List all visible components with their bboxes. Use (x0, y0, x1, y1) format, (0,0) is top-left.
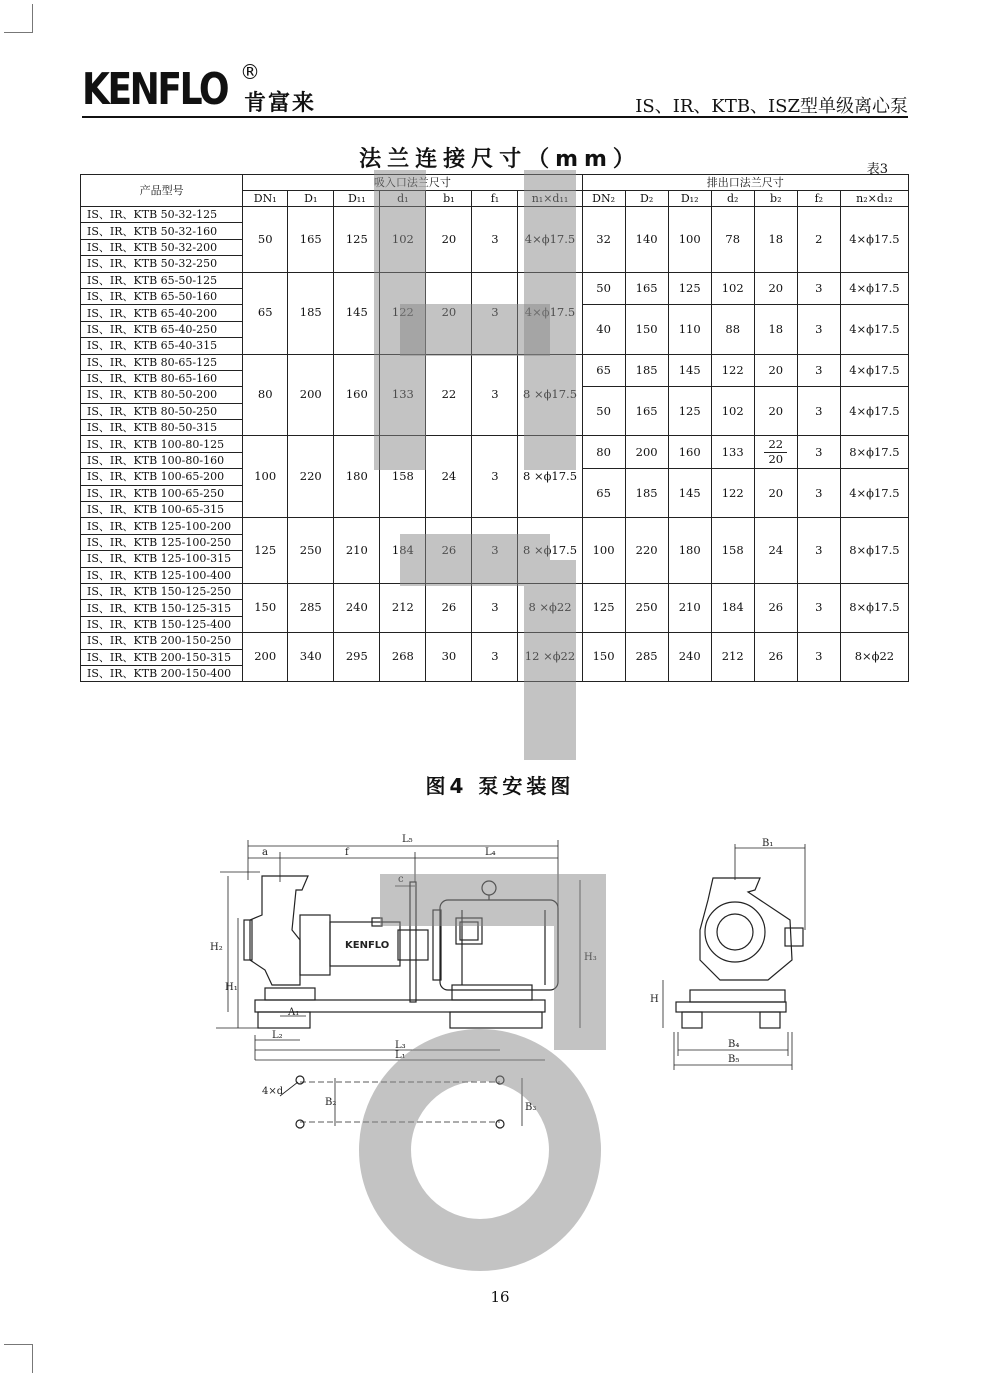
suction-cell: 3 (472, 518, 518, 584)
suction-cell: 285 (288, 583, 334, 632)
suction-cell: 22 (426, 354, 472, 436)
discharge-cell: 3 (797, 583, 840, 632)
model-cell: IS、IR、KTB 50-32-160 (81, 223, 243, 239)
label-B4: B₄ (728, 1039, 740, 1050)
model-cell: IS、IR、KTB 50-32-125 (81, 207, 243, 223)
suction-cell: 158 (380, 436, 426, 518)
suction-cell: 26 (426, 583, 472, 632)
flange-dimension-table (80, 174, 909, 682)
discharge-cell: $\frac{22}{20}$ (754, 436, 797, 469)
model-cell: IS、IR、KTB 80-50-315 (81, 420, 243, 436)
table-row (81, 436, 909, 452)
dimension-labels (210, 834, 597, 1061)
discharge-cell: 26 (754, 633, 797, 682)
suction-cell: 200 (288, 354, 334, 436)
discharge-cell: 40 (582, 305, 625, 354)
discharge-cell: 80 (582, 436, 625, 469)
discharge-cell: 20 (754, 469, 797, 518)
discharge-cell: 145 (668, 354, 711, 387)
discharge-cell: 250 (625, 583, 668, 632)
discharge-cell: 100 (668, 207, 711, 273)
suction-cell: 20 (426, 207, 472, 273)
suction-cell: 24 (426, 436, 472, 518)
suction-cell: 50 (243, 207, 288, 273)
header-col: d₂ (711, 191, 754, 207)
suction-cell: 8 ×ϕ17.5 (518, 354, 582, 436)
discharge-cell: 8×ϕ22 (840, 633, 908, 682)
label-H2: H₂ (210, 942, 223, 953)
discharge-cell: 3 (797, 272, 840, 305)
discharge-cell: 3 (797, 387, 840, 436)
header-col: f₂ (797, 191, 840, 207)
suction-cell: 8 ×ϕ22 (518, 583, 582, 632)
discharge-cell: 4×ϕ17.5 (840, 469, 908, 518)
discharge-cell: 185 (625, 354, 668, 387)
discharge-cell: 140 (625, 207, 668, 273)
pump-installation-drawing (0, 820, 1000, 1220)
model-cell: IS、IR、KTB 80-65-125 (81, 354, 243, 370)
kenflo-logo (82, 60, 317, 116)
discharge-cell: 4×ϕ17.5 (840, 272, 908, 305)
suction-cell: 125 (334, 207, 380, 273)
discharge-cell: 3 (797, 354, 840, 387)
discharge-cell: 145 (668, 469, 711, 518)
suction-cell: 240 (334, 583, 380, 632)
model-cell: IS、IR、KTB 200-150-250 (81, 633, 243, 649)
discharge-cell: 26 (754, 583, 797, 632)
page-number: 16 (490, 1288, 510, 1306)
table-row (81, 633, 909, 649)
suction-cell: 65 (243, 272, 288, 354)
suction-cell: 212 (380, 583, 426, 632)
discharge-cell: 20 (754, 272, 797, 305)
plan-view-labels (262, 1086, 536, 1113)
model-cell: IS、IR、KTB 65-40-315 (81, 338, 243, 354)
suction-cell: 30 (426, 633, 472, 682)
discharge-cell: 8×ϕ17.5 (840, 436, 908, 469)
discharge-cell: 88 (711, 305, 754, 354)
suction-cell: 220 (288, 436, 334, 518)
discharge-cell: 165 (625, 272, 668, 305)
suction-cell: 295 (334, 633, 380, 682)
discharge-cell: 125 (582, 583, 625, 632)
model-cell: IS、IR、KTB 125-100-250 (81, 534, 243, 550)
model-cell: IS、IR、KTB 65-40-200 (81, 305, 243, 321)
discharge-cell: 2 (797, 207, 840, 273)
discharge-cell: 210 (668, 583, 711, 632)
suction-cell: 4×ϕ17.5 (518, 272, 582, 354)
suction-cell: 184 (380, 518, 426, 584)
model-cell: IS、IR、KTB 200-150-400 (81, 665, 243, 681)
label-f: f (345, 847, 349, 858)
header-col: b₂ (754, 191, 797, 207)
suction-cell: 160 (334, 354, 380, 436)
discharge-cell: 4×ϕ17.5 (840, 305, 908, 354)
model-cell: IS、IR、KTB 50-32-200 (81, 239, 243, 255)
suction-cell: 102 (380, 207, 426, 273)
header-col: D₁ (288, 191, 334, 207)
discharge-cell: 4×ϕ17.5 (840, 354, 908, 387)
label-c: c (398, 874, 404, 885)
model-cell: IS、IR、KTB 65-50-125 (81, 272, 243, 288)
registered-mark: ® (240, 60, 260, 84)
discharge-cell: 180 (668, 518, 711, 584)
model-cell: IS、IR、KTB 80-65-160 (81, 370, 243, 386)
label-H3: H₃ (584, 952, 597, 963)
header-col: D₂ (625, 191, 668, 207)
model-cell: IS、IR、KTB 100-65-200 (81, 469, 243, 485)
discharge-cell: 20 (754, 354, 797, 387)
discharge-cell: 150 (625, 305, 668, 354)
discharge-cell: 4×ϕ17.5 (840, 207, 908, 273)
discharge-cell: 18 (754, 305, 797, 354)
discharge-cell: 285 (625, 633, 668, 682)
discharge-cell: 100 (582, 518, 625, 584)
label-L1: L₁ (395, 1050, 406, 1061)
model-cell: IS、IR、KTB 50-32-250 (81, 256, 243, 272)
discharge-cell: 158 (711, 518, 754, 584)
brand-name-chinese: 肯富来 (244, 91, 317, 116)
plan-view-holes (280, 1076, 522, 1128)
suction-cell: 133 (380, 354, 426, 436)
suction-cell: 185 (288, 272, 334, 354)
suction-cell: 165 (288, 207, 334, 273)
header-col: f₁ (472, 191, 518, 207)
discharge-cell: 125 (668, 387, 711, 436)
discharge-cell: 3 (797, 518, 840, 584)
discharge-cell: 185 (625, 469, 668, 518)
crop-mark-top-left (4, 4, 33, 33)
suction-cell: 3 (472, 207, 518, 273)
discharge-cell: 220 (625, 518, 668, 584)
discharge-cell: 184 (711, 583, 754, 632)
brand-name: KENFLO (82, 64, 228, 115)
suction-cell: 3 (472, 272, 518, 354)
discharge-cell: 78 (711, 207, 754, 273)
suction-cell: 26 (426, 518, 472, 584)
discharge-cell: 110 (668, 305, 711, 354)
discharge-cell: 20 (754, 387, 797, 436)
suction-cell: 200 (243, 633, 288, 682)
discharge-cell: 3 (797, 469, 840, 518)
suction-cell: 145 (334, 272, 380, 354)
discharge-cell: 3 (797, 436, 840, 469)
label-L4: L₄ (485, 847, 496, 858)
discharge-cell: 133 (711, 436, 754, 469)
suction-cell: 100 (243, 436, 288, 518)
discharge-cell: 65 (582, 469, 625, 518)
model-cell: IS、IR、KTB 100-65-315 (81, 502, 243, 518)
crop-mark-bottom-left (4, 1344, 33, 1373)
discharge-cell: 18 (754, 207, 797, 273)
suction-cell: 20 (426, 272, 472, 354)
suction-cell: 3 (472, 436, 518, 518)
discharge-cell: 50 (582, 387, 625, 436)
suction-cell: 250 (288, 518, 334, 584)
discharge-cell: 50 (582, 272, 625, 305)
discharge-cell: 122 (711, 354, 754, 387)
model-cell: IS、IR、KTB 65-50-160 (81, 288, 243, 304)
table-title: 法兰连接尺寸（mm） (359, 147, 641, 172)
figure-title: 图4 泵安装图 (425, 774, 575, 798)
header-col: D₁₁ (334, 191, 380, 207)
table-row (81, 354, 909, 370)
table-number: 表3 (866, 162, 888, 177)
discharge-cell: 3 (797, 305, 840, 354)
label-B1: B₁ (762, 838, 774, 849)
table-row (81, 207, 909, 223)
pump-logo-text: KENFLO (345, 940, 390, 951)
discharge-cell: 4×ϕ17.5 (840, 387, 908, 436)
label-A1: A₁ (288, 1007, 300, 1018)
label-L2: L₂ (272, 1030, 283, 1041)
header-col: DN₁ (243, 191, 288, 207)
header-col: D₁₂ (668, 191, 711, 207)
label-B5: B₅ (728, 1054, 740, 1065)
model-cell: IS、IR、KTB 150-125-315 (81, 600, 243, 616)
discharge-cell: 3 (797, 633, 840, 682)
label-B3: B₃ (525, 1102, 537, 1113)
discharge-cell: 150 (582, 633, 625, 682)
model-cell: IS、IR、KTB 200-150-315 (81, 649, 243, 665)
label-H1: H₁ (225, 982, 238, 993)
suction-cell: 150 (243, 583, 288, 632)
side-view (244, 876, 558, 1028)
header-suction-group: 吸入口法兰尺寸 (243, 175, 582, 191)
model-cell: IS、IR、KTB 100-80-160 (81, 452, 243, 468)
header-discharge-group: 排出口法兰尺寸 (582, 175, 908, 191)
suction-cell: 12 ×ϕ22 (518, 633, 582, 682)
suction-cell: 180 (334, 436, 380, 518)
header-col: n₁×d₁₁ (518, 191, 582, 207)
label-a: a (262, 847, 268, 858)
model-cell: IS、IR、KTB 125-100-200 (81, 518, 243, 534)
table-row (81, 272, 909, 288)
discharge-cell: 165 (625, 387, 668, 436)
model-cell: IS、IR、KTB 100-80-125 (81, 436, 243, 452)
discharge-cell: 125 (668, 272, 711, 305)
model-cell: IS、IR、KTB 125-100-400 (81, 567, 243, 583)
table-row (81, 518, 909, 534)
end-view (676, 878, 803, 1028)
header-col: n₂×d₁₂ (840, 191, 908, 207)
discharge-cell: 24 (754, 518, 797, 584)
label-L3: L₃ (395, 1040, 406, 1051)
discharge-cell: 102 (711, 272, 754, 305)
suction-cell: 340 (288, 633, 334, 682)
suction-cell: 8 ×ϕ17.5 (518, 518, 582, 584)
table-row (81, 583, 909, 599)
discharge-cell: 212 (711, 633, 754, 682)
discharge-cell: 240 (668, 633, 711, 682)
discharge-cell: 102 (711, 387, 754, 436)
model-cell: IS、IR、KTB 80-50-250 (81, 403, 243, 419)
model-cell: IS、IR、KTB 100-65-250 (81, 485, 243, 501)
discharge-cell: 122 (711, 469, 754, 518)
model-cell: IS、IR、KTB 150-125-400 (81, 616, 243, 632)
discharge-cell: 32 (582, 207, 625, 273)
label-H: H (650, 994, 659, 1005)
discharge-cell: 200 (625, 436, 668, 469)
model-cell: IS、IR、KTB 150-125-250 (81, 583, 243, 599)
header-col: b₁ (426, 191, 472, 207)
header-col: DN₂ (582, 191, 625, 207)
series-title: IS、IR、KTB、ISZ型单级离心泵 (635, 96, 908, 117)
header-model: 产品型号 (81, 175, 243, 207)
suction-cell: 3 (472, 354, 518, 436)
discharge-cell: 8×ϕ17.5 (840, 583, 908, 632)
suction-cell: 80 (243, 354, 288, 436)
label-B2: B₂ (325, 1097, 337, 1108)
suction-cell: 268 (380, 633, 426, 682)
label-holes: 4×d (262, 1086, 284, 1097)
discharge-cell: 8×ϕ17.5 (840, 518, 908, 584)
suction-cell: 3 (472, 583, 518, 632)
header-rule (82, 116, 908, 118)
model-cell: IS、IR、KTB 125-100-315 (81, 551, 243, 567)
suction-cell: 4×ϕ17.5 (518, 207, 582, 273)
header-col: d₁ (380, 191, 426, 207)
suction-cell: 8 ×ϕ17.5 (518, 436, 582, 518)
suction-cell: 125 (243, 518, 288, 584)
suction-cell: 122 (380, 272, 426, 354)
discharge-cell: 65 (582, 354, 625, 387)
model-cell: IS、IR、KTB 65-40-250 (81, 321, 243, 337)
discharge-cell: 160 (668, 436, 711, 469)
suction-cell: 3 (472, 633, 518, 682)
suction-cell: 210 (334, 518, 380, 584)
model-cell: IS、IR、KTB 80-50-200 (81, 387, 243, 403)
label-L5: L₅ (402, 834, 413, 845)
